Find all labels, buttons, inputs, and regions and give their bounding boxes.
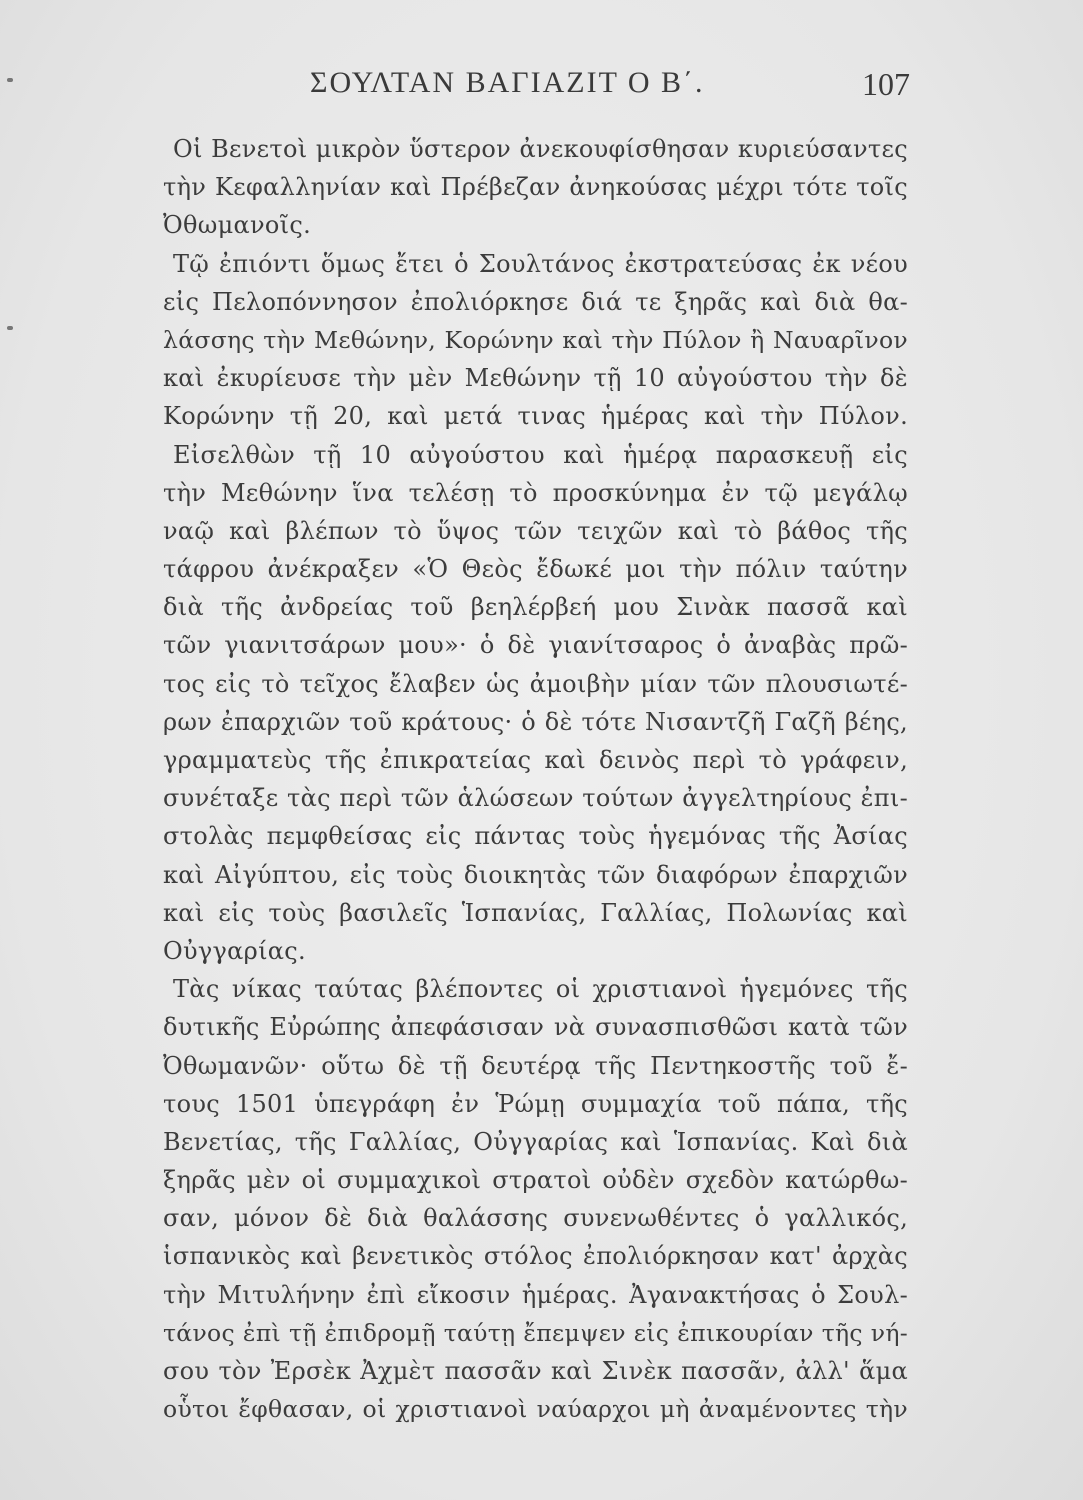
text-line: Εἰσελθὼν τῇ 10 αὐγούστου καὶ ἡμέρᾳ παρασκευῇ εἰς [173, 440, 908, 469]
text-line: τὴν Μεθώνην ἵνα τελέσῃ τὸ προσκύνημα ἐν τῷ μεγάλῳ [163, 478, 908, 507]
text-line: Οὐγγαρίας. [163, 936, 306, 965]
page-edge-mark [7, 78, 13, 82]
running-title: ΣΟΥΛΤΑΝ ΒΑΓΙΑΖΙΤ Ο Β΄. [310, 66, 705, 99]
text-line: τῶν γιανιτσάρων μου»· ὁ δὲ γιανίτσαρος ὁ ἀναβὰς πρῶ- [163, 631, 908, 660]
text-line: καὶ εἰς τοὺς βασιλεῖς Ἱσπανίας, Γαλλίας, Πολωνίας καὶ [163, 898, 908, 927]
text-line: Βενετίας, τῆς Γαλλίας, Οὐγγαρίας καὶ Ἱσπανίας. Καὶ διὰ [163, 1127, 908, 1156]
text-line: δυτικῆς Εὐρώπης ἀπεφάσισαν νὰ συνασπισθῶσι κατὰ τῶν [163, 1013, 908, 1042]
text-line: συνέταξε τὰς περὶ τῶν ἁλώσεων τούτων ἀγγελτηρίους ἐπι- [163, 784, 908, 813]
text-line: Ὀθωμανῶν· οὕτω δὲ τῇ δευτέρᾳ τῆς Πεντηκοστῆς τοῦ ἔ- [163, 1051, 908, 1080]
text-line: ἱσπανικὸς καὶ βενετικὸς στόλος ἐπολιόρκησαν κατ' ἀρχὰς [163, 1242, 908, 1271]
text-line: σαν, μόνον δὲ διὰ θαλάσσης συνενωθέντες ὁ γαλλικός, [163, 1204, 908, 1233]
text-line: τὴν Μιτυλήνην ἐπὶ εἴκοσιν ἡμέρας. Ἀγανακτήσας ὁ Σουλ- [163, 1280, 908, 1309]
text-line: εἰς Πελοπόννησον ἐπολιόρκησε διά τε ξηρᾶς καὶ διὰ θα- [163, 287, 908, 316]
text-line: τάφρου ἀνέκραξεν «Ὁ Θεὸς ἔδωκέ μοι τὴν πόλιν ταύτην [163, 555, 908, 584]
text-line: καὶ Αἰγύπτου, εἰς τοὺς διοικητὰς τῶν διαφόρων ἐπαρχιῶν [163, 860, 908, 889]
text-line: στολὰς πεμφθείσας εἰς πάντας τοὺς ἡγεμόνας τῆς Ἀσίας [163, 822, 908, 851]
text-line: Τὰς νίκας ταύτας βλέποντες οἱ χριστιανοὶ ἡγεμόνες τῆς [173, 975, 908, 1004]
text-line: τους 1501 ὑπεγράφη ἐν Ῥώμῃ συμμαχία τοῦ πάπα, τῆς [163, 1089, 908, 1118]
text-line: Κορώνην τῇ 20, καὶ μετά τινας ἡμέρας καὶ τὴν Πύλον. [163, 402, 908, 431]
text-line: ξηρᾶς μὲν οἱ συμμαχικοὶ στρατοὶ οὐδὲν σχεδὸν κατώρθω- [163, 1166, 908, 1195]
text-line: διὰ τῆς ἀνδρείας τοῦ βεηλέρβεή μου Σινὰκ πασσᾶ καὶ [163, 593, 908, 622]
text-line: οὗτοι ἔφθασαν, οἱ χριστιανοὶ ναύαρχοι μὴ ἀναμένοντες τὴν [163, 1395, 908, 1424]
text-line: Οἱ Βενετοὶ μικρὸν ὕστερον ἀνεκουφίσθησαν κυριεύσαντες [173, 135, 908, 163]
page-edge-mark [7, 326, 13, 330]
text-line: καὶ ἐκυρίευσε τὴν μὲν Μεθώνην τῇ 10 αὐγούστου τὴν δὲ [163, 364, 908, 393]
text-line: Τῷ ἐπιόντι ὅμως ἔτει ὁ Σουλτάνος ἐκστρατεύσας ἐκ νέου [173, 249, 908, 278]
text-line: γραμματεὺς τῆς ἐπικρατείας καὶ δεινὸς περὶ τὸ γράφειν, [163, 746, 908, 774]
page-header [160, 66, 910, 106]
text-line: σου τὸν Ἐρσὲκ Ἀχμὲτ πασσᾶν καὶ Σινὲκ πασσᾶν, ἀλλ' ἅμα [163, 1357, 908, 1385]
text-line: τὴν Κεφαλληνίαν καὶ Πρέβεζαν ἀνηκούσας μέχρι τότε τοῖς [163, 173, 908, 202]
text-line: ρων ἐπαρχιῶν τοῦ κράτους· ὁ δὲ τότε Νισαντζῆ Γαζῆ βέης, [163, 707, 908, 736]
text-line: λάσσης τὴν Μεθώνην, Κορώνην καὶ τὴν Πύλον ἢ Ναυαρῖνον [163, 325, 908, 354]
body-text [163, 130, 908, 1428]
text-line: τος εἰς τὸ τεῖχος ἔλαβεν ὡς ἀμοιβὴν μίαν τῶν πλουσιωτέ- [163, 669, 908, 698]
text-line: Ὀθωμανοῖς. [163, 211, 312, 240]
text-line: ναῷ καὶ βλέπων τὸ ὕψος τῶν τειχῶν καὶ τὸ βάθος τῆς [163, 516, 908, 545]
page-number: 107 [862, 66, 910, 102]
text-line: τάνος ἐπὶ τῇ ἐπιδρομῇ ταύτῃ ἔπεμψεν εἰς ἐπικουρίαν τῆς νή- [163, 1318, 908, 1347]
